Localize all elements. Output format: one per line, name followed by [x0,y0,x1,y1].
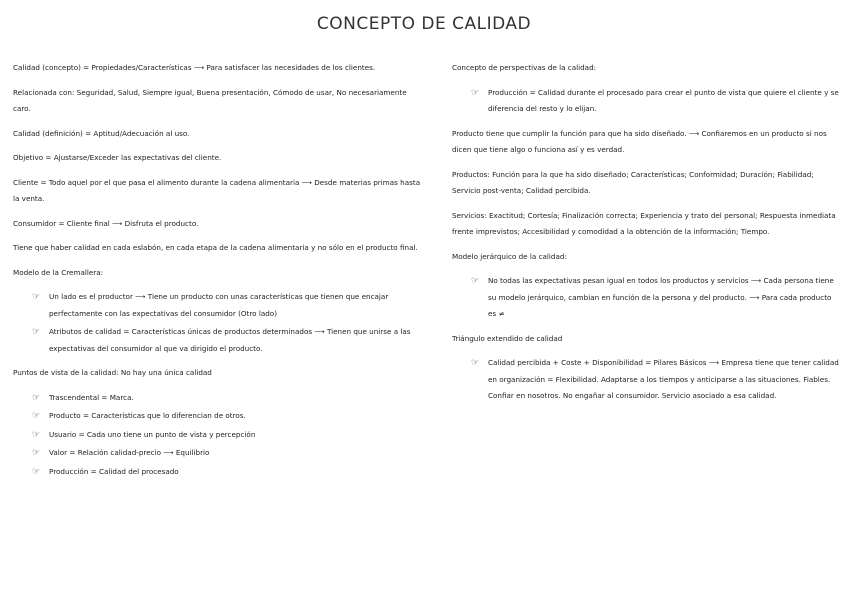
pointing-hand-icon: ☞ [32,327,41,337]
paragraph: Calidad (concepto) = Propiedades/Características ⟶ Para satisfacer las necesidades de los clientes. [13,63,376,72]
list-item: ☞ Producto = Características que lo diferencian de otros. [13,408,423,425]
list-item: ☞ Atributos de calidad = Características únicas de productos determinados ⟶ Tienen que unirse a las expectativas del consumidor al que va dirigido el producto. [13,324,423,357]
section-heading: Triángulo extendido de calidad [452,333,563,343]
list-item: ☞ Valor = Relación calidad-precio ⟶ Equilibrio [13,445,423,462]
pointing-hand-icon: ☞ [471,87,480,98]
section-heading: Concepto de perspectivas de la calidad: [452,63,597,72]
paragraph: Calidad (definición) = Aptitud/Adecuación al uso. [13,128,190,138]
triangulo-list [452,355,839,405]
paragraph: Producto tiene que cumplir la función para que ha sido diseñado. ⟶ Confiaremos en un producto si nos dicen que tiene algo o funciona así y es verdad. [452,128,827,154]
jerarquico-list [452,273,839,323]
list-item: ☞ Producción = Calidad del procesado [13,464,423,481]
section-heading: Modelo jerárquico de la calidad: [452,251,567,261]
pointing-hand-icon: ☞ [32,411,41,421]
pointing-hand-icon: ☞ [32,392,41,403]
cremallera-list [13,289,423,357]
list-item: ☞ Usuario = Cada uno tiene un punto de vista y percepción [13,427,423,444]
paragraph: Objetivo = Ajustarse/Exceder las expectativas del cliente. [13,153,222,162]
paragraph: Tiene que haber calidad en cada eslabón, en cada etapa de la cadena alimentaria y no sólo en el producto final. [13,243,418,252]
page-title: CONCEPTO DE CALIDAD [316,14,532,34]
section-heading: Puntos de vista de la calidad: No hay una única calidad [13,368,212,377]
section-heading: Modelo de la Cremallera: [13,267,104,277]
pointing-hand-icon: ☞ [32,448,41,458]
pointing-hand-icon: ☞ [32,429,41,440]
puntos-list [13,390,423,481]
pointing-hand-icon: ☞ [471,276,480,286]
list-item: ☞ Calidad percibida + Coste + Disponibilidad = Pilares Básicos ⟶ Empresa tiene que tener calidad en organización = Flexibilidad. Adaptarse a los tiempos y anticiparse a las situaciones. Fiables. Confiar en nosotros. No engañar al consumidor. Servicio asociado a esa calidad. [452,355,839,405]
list-item: ☞ Un lado es el productor ⟶ Tiene un producto con unas características que tienen que encajar perfectamente con las expectativas del consumidor (Otro lado) [13,289,423,322]
paragraph: Productos: Función para la que ha sido diseñado; Características; Conformidad; Duración; Fiabilidad; Servicio post-venta; Calidad percibida. [452,169,814,195]
paragraph: Servicios: Exactitud; Cortesía; Finalización correcta; Experiencia y trato del personal; Respuesta inmediata frente imprevistos; Accesibilidad y comodidad a la obtención de la información; Tiempo. [452,210,836,236]
paragraph: Relacionada con: Seguridad, Salud, Siempre igual, Buena presentación, Cómodo de usar, No necesariamente caro. [13,87,407,113]
pointing-hand-icon: ☞ [32,292,41,302]
perspectivas-list [452,85,839,118]
paragraph: Consumidor = Cliente final ⟶ Disfruta el producto. [13,218,199,228]
pointing-hand-icon: ☞ [32,466,41,477]
left-column [13,60,423,488]
list-item: ☞ No todas las expectativas pesan igual en todos los productos y servicios ⟶ Cada persona tiene su modelo jerárquico, cambian en función de la persona y del producto. ⟶ Para cada producto es ≠ [452,273,839,323]
pointing-hand-icon: ☞ [471,358,480,368]
right-column [452,60,839,413]
paragraph: Cliente = Todo aquel por el que pasa el alimento durante la cadena alimentaria ⟶ Desde materias primas hasta la venta. [13,177,421,203]
list-item: ☞ Trascendental = Marca. [13,390,423,407]
list-item: ☞ Producción = Calidad durante el procesado para crear el punto de vista que quiere el cliente y se diferencia del resto y lo elijan. [452,85,839,118]
